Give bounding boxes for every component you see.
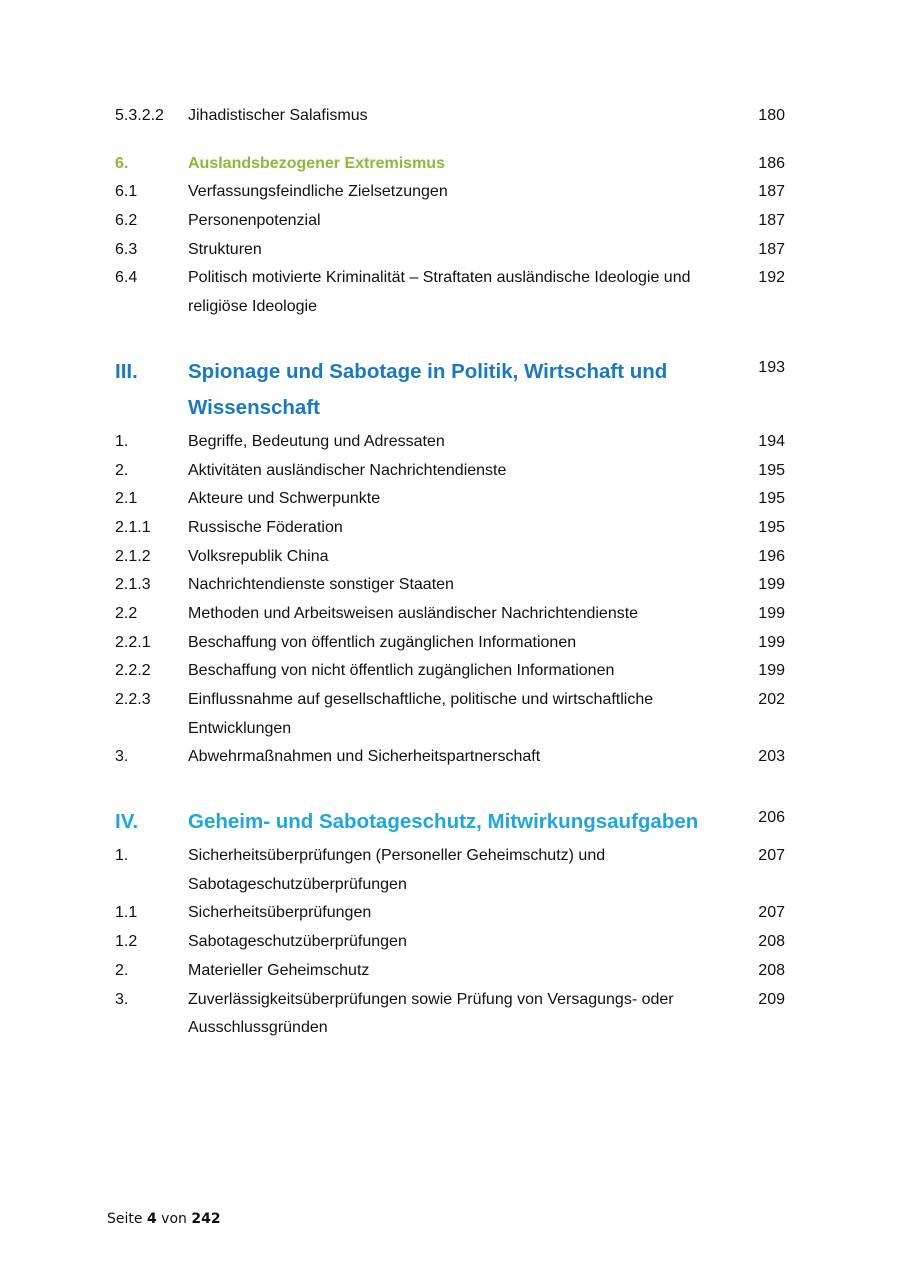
spacer [115, 772, 795, 804]
toc-entry-5-3-2-2[interactable] [115, 102, 795, 131]
toc-entry-iv-1-2[interactable] [115, 928, 795, 957]
toc-entry-number: 6.1 [115, 183, 138, 201]
toc-entry-page: 194 [758, 432, 785, 450]
toc-entry-page: 209 [758, 990, 785, 1008]
toc-entry-iii-2-1-2[interactable] [115, 543, 795, 572]
toc-entry-title: Aktivitäten ausländischer Nachrichtendienste [188, 461, 507, 479]
toc-entry-number: 2.1 [115, 490, 138, 508]
toc-entry-number: 2.2 [115, 604, 138, 622]
toc-part-page: 206 [758, 809, 785, 827]
toc-entry-6-3[interactable] [115, 236, 795, 265]
toc-entry-title: Beschaffung von nicht öffentlich zugänglichen Informationen [188, 662, 615, 680]
toc-entry-title: Beschaffung von öffentlich zugänglichen Informationen [188, 633, 577, 651]
toc-entry-page: 187 [758, 212, 785, 230]
toc-part-number: IV. [115, 810, 139, 834]
toc-entry-number: 2.1.2 [115, 547, 151, 565]
toc-chapter-title: Auslandsbezogener Extremismus [188, 154, 445, 172]
toc-entry-iv-1[interactable] [115, 842, 795, 899]
page-footer [107, 1211, 221, 1227]
toc-entry-number: 1. [115, 432, 129, 450]
toc-entry-title: Abwehrmaßnahmen und Sicherheitspartnerschaft [188, 748, 541, 766]
toc-entry-number: 3. [115, 990, 129, 1008]
toc-entry-page: 207 [758, 847, 785, 865]
footer-middle: von [161, 1211, 187, 1227]
toc-entry-page: 208 [758, 961, 785, 979]
toc-entry-title: Sicherheitsüberprüfungen [188, 904, 372, 922]
toc-entry-number: 6.2 [115, 212, 138, 230]
toc-entry-page: 187 [758, 183, 785, 201]
toc-entry-iii-3[interactable] [115, 743, 795, 772]
toc-entry-number: 1. [115, 847, 129, 865]
toc-entry-title: Volksrepublik China [188, 547, 329, 565]
toc-part-title: Spionage und Sabotage in Politik, Wirtschaft und Wissenschaft [188, 359, 668, 419]
toc-entry-number: 2.2.1 [115, 633, 151, 651]
toc-entry-page: 203 [758, 748, 785, 766]
toc-entry-iii-1[interactable] [115, 428, 795, 457]
toc-entry-title: Strukturen [188, 240, 262, 258]
toc-entry-number: 2. [115, 461, 129, 479]
toc-entry-title: Einflussnahme auf gesellschaftliche, politische und wirtschaftliche Entwicklungen [188, 691, 654, 737]
toc-entry-iii-2-2[interactable] [115, 600, 795, 629]
toc-part-iii[interactable] [115, 354, 795, 426]
toc-entry-page: 202 [758, 691, 785, 709]
toc-entry-page: 195 [758, 518, 785, 536]
toc-entry-number: 3. [115, 748, 129, 766]
footer-total-pages: 242 [191, 1211, 221, 1227]
toc-entry-page: 207 [758, 904, 785, 922]
toc-entry-iii-2-1-1[interactable] [115, 514, 795, 543]
toc-entry-title: Materieller Geheimschutz [188, 961, 370, 979]
table-of-contents [115, 102, 795, 1043]
toc-entry-iii-2[interactable] [115, 457, 795, 486]
toc-entry-title: Sicherheitsüberprüfungen (Personeller Geheimschutz) und Sabotageschutzüberprüfungen [188, 847, 606, 893]
toc-entry-iv-1-1[interactable] [115, 899, 795, 928]
toc-entry-6-2[interactable] [115, 207, 795, 236]
toc-entry-iii-2-1[interactable] [115, 485, 795, 514]
toc-entry-number: 1.1 [115, 904, 138, 922]
toc-entry-title: Nachrichtendienste sonstiger Staaten [188, 576, 454, 594]
toc-entry-number: 2.2.3 [115, 691, 151, 709]
toc-part-page: 193 [758, 358, 785, 376]
toc-entry-number: 2.1.1 [115, 518, 151, 536]
toc-entry-title: Politisch motivierte Kriminalität – Straftaten ausländische Ideologie und religiöse Ideologie [188, 269, 691, 316]
toc-entry-title: Akteure und Schwerpunkte [188, 490, 381, 508]
footer-current-page: 4 [146, 1211, 157, 1227]
toc-entry-page: 187 [758, 240, 785, 258]
toc-entry-number: 2.1.3 [115, 576, 151, 594]
toc-entry-page: 195 [758, 461, 785, 479]
toc-part-iv[interactable] [115, 804, 795, 840]
toc-entry-number: 1.2 [115, 933, 138, 951]
toc-entry-iii-2-2-1[interactable] [115, 629, 795, 658]
toc-entry-6-1[interactable] [115, 178, 795, 207]
toc-chapter-number: 6. [115, 154, 129, 172]
toc-entry-page: 199 [758, 633, 785, 651]
toc-entry-number: 5.3.2.2 [115, 107, 164, 124]
toc-entry-number: 2. [115, 961, 129, 979]
footer-prefix: Seite [107, 1211, 143, 1227]
toc-entry-page: 195 [758, 490, 785, 508]
toc-entry-title: Verfassungsfeindliche Zielsetzungen [188, 183, 448, 201]
toc-entry-page: 196 [758, 547, 785, 565]
toc-entry-iii-2-1-3[interactable] [115, 571, 795, 600]
spacer [115, 322, 795, 354]
toc-entry-title: Methoden und Arbeitsweisen ausländischer Nachrichtendienste [188, 604, 639, 622]
toc-entry-title: Sabotageschutzüberprüfungen [188, 933, 407, 951]
toc-entry-page: 192 [758, 269, 785, 287]
toc-entry-6-4[interactable] [115, 264, 795, 321]
toc-entry-title: Russische Föderation [188, 518, 343, 536]
toc-entry-title: Zuverlässigkeitsüberprüfungen sowie Prüfung von Versagungs- oder Ausschlussgründen [188, 990, 674, 1037]
toc-entry-title: Begriffe, Bedeutung und Adressaten [188, 432, 445, 450]
toc-entry-iii-2-2-3[interactable] [115, 686, 795, 743]
toc-entry-page: 199 [758, 604, 785, 622]
toc-entry-page: 199 [758, 662, 785, 680]
toc-entry-iv-3[interactable] [115, 986, 795, 1043]
toc-chapter-page: 186 [758, 154, 785, 172]
toc-entry-iii-2-2-2[interactable] [115, 657, 795, 686]
toc-part-number: III. [115, 359, 138, 383]
toc-entry-title: Personenpotenzial [188, 212, 321, 230]
toc-entry-number: 6.4 [115, 269, 138, 287]
spacer [115, 131, 795, 150]
toc-part-title: Geheim- und Sabotageschutz, Mitwirkungsaufgaben [188, 810, 699, 834]
toc-entry-iv-2[interactable] [115, 957, 795, 986]
toc-entry-number: 6.3 [115, 240, 138, 258]
toc-entry-page: 180 [758, 107, 785, 124]
toc-entry-number: 2.2.2 [115, 662, 151, 680]
toc-entry-page: 208 [758, 933, 785, 951]
toc-entry-page: 199 [758, 576, 785, 594]
toc-chapter-6[interactable] [115, 150, 795, 179]
toc-entry-title: Jihadistischer Salafismus [188, 107, 368, 124]
